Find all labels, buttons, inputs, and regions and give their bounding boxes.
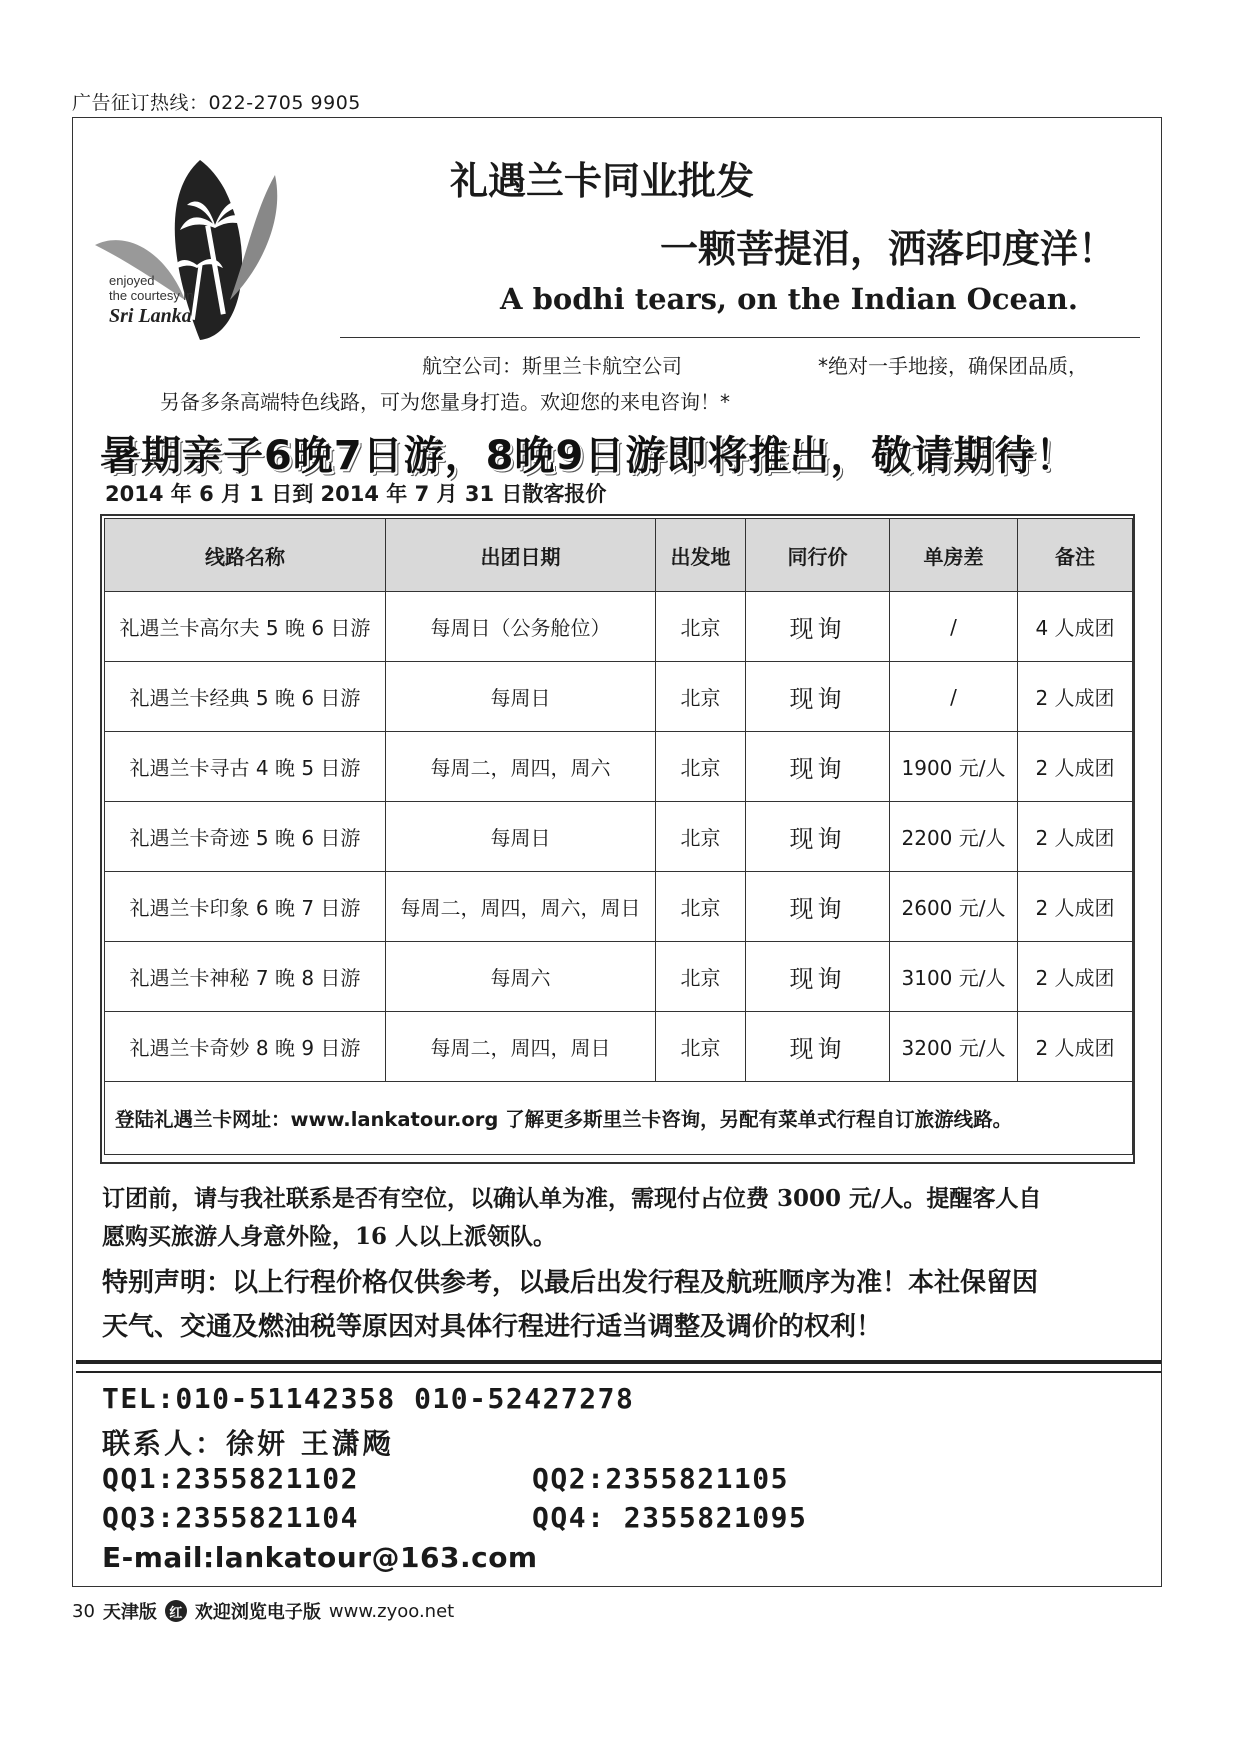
col-route-name: 线路名称 xyxy=(105,519,386,592)
remarks: 4 人成团 xyxy=(1018,592,1133,662)
page-number: 30 xyxy=(72,1600,95,1622)
table-row xyxy=(105,1012,1133,1082)
email-address: E-mail:lankatour@163.com xyxy=(102,1541,538,1574)
col-single-supplement: 单房差 xyxy=(890,519,1018,592)
departure-date: 每周日 xyxy=(386,802,656,872)
logo-text-courtesy: the courtesy in xyxy=(109,288,194,303)
single-supplement: 3200 元/人 xyxy=(890,1012,1018,1082)
remarks: 2 人成团 xyxy=(1018,732,1133,802)
page-footer xyxy=(72,1598,454,1624)
single-supplement: / xyxy=(890,662,1018,732)
qq-1: QQ1:2355821102 xyxy=(102,1462,360,1495)
remarks: 2 人成团 xyxy=(1018,872,1133,942)
trade-price: 现询 xyxy=(746,732,890,802)
trade-price: 现询 xyxy=(746,1012,890,1082)
col-remarks: 备注 xyxy=(1018,519,1133,592)
custom-lines-note: 另备多条高端特色线路，可为您量身打造。欢迎您的来电咨询！* xyxy=(160,390,730,414)
trade-price: 现询 xyxy=(746,592,890,662)
declaration-line2: 天气、交通及燃油税等原因对具体行程进行适当调整及调价的权利！ xyxy=(102,1312,883,1342)
remarks: 2 人成团 xyxy=(1018,802,1133,872)
sri-lanka-logo xyxy=(95,150,325,360)
departure-city: 北京 xyxy=(656,592,746,662)
ad-hotline: 广告征订热线：022-2705 9905 xyxy=(72,92,361,114)
airline-info: 航空公司：斯里兰卡航空公司 xyxy=(422,354,682,378)
table-footer-row xyxy=(105,1082,1133,1155)
single-supplement: 2600 元/人 xyxy=(890,872,1018,942)
departure-date: 每周二，周四，周日 xyxy=(386,1012,656,1082)
booking-note-line1: 订团前，请与我社联系是否有空位，以确认单为准，需现付占位费 3000 元/人。提醒客人自 xyxy=(102,1185,1042,1212)
contact-divider-thick xyxy=(76,1360,1161,1364)
table-row xyxy=(105,732,1133,802)
table-header-row xyxy=(105,519,1133,592)
departure-city: 北京 xyxy=(656,732,746,802)
remarks: 2 人成团 xyxy=(1018,942,1133,1012)
single-supplement: 1900 元/人 xyxy=(890,732,1018,802)
route-name: 礼遇兰卡高尔夫 5 晚 6 日游 xyxy=(105,592,386,662)
route-name: 礼遇兰卡寻古 4 晚 5 日游 xyxy=(105,732,386,802)
departure-city: 北京 xyxy=(656,662,746,732)
departure-date: 每周二，周四，周六，周日 xyxy=(386,872,656,942)
welcome-text: 欢迎浏览电子版 xyxy=(194,1602,321,1623)
departure-city: 北京 xyxy=(656,802,746,872)
col-trade-price: 同行价 xyxy=(746,519,890,592)
ad-title: 礼遇兰卡同业批发 xyxy=(450,158,755,203)
edition-label: 天津版 xyxy=(102,1602,157,1623)
contact-divider-thin xyxy=(76,1371,1161,1373)
table-row xyxy=(105,802,1133,872)
hong-badge-icon: 红 xyxy=(165,1600,187,1622)
departure-date: 每周日（公务舱位） xyxy=(386,592,656,662)
telephone: TEL:010-51142358 010-52427278 xyxy=(102,1382,635,1415)
remarks: 2 人成团 xyxy=(1018,662,1133,732)
table-row xyxy=(105,592,1133,662)
trade-price: 现询 xyxy=(746,872,890,942)
logo-text-srilanka: Sri Lanka xyxy=(109,305,192,327)
header-divider xyxy=(340,337,1140,338)
route-name: 礼遇兰卡神秘 7 晚 8 日游 xyxy=(105,942,386,1012)
contact-persons: 联系人：徐妍 王潇飏 xyxy=(102,1427,394,1460)
qq-4: QQ4: 2355821095 xyxy=(532,1501,808,1534)
route-name: 礼遇兰卡奇妙 8 晚 9 日游 xyxy=(105,1012,386,1082)
departure-city: 北京 xyxy=(656,942,746,1012)
slogan-english: A bodhi tears, on the Indian Ocean. xyxy=(500,282,1078,316)
departure-city: 北京 xyxy=(656,1012,746,1082)
quality-note: *绝对一手地接，确保团品质， xyxy=(818,354,1088,378)
qq-2: QQ2:2355821105 xyxy=(532,1462,790,1495)
route-name: 礼遇兰卡奇迹 5 晚 6 日游 xyxy=(105,802,386,872)
trade-price: 现询 xyxy=(746,942,890,1012)
departure-date: 每周六 xyxy=(386,942,656,1012)
footer-site-link[interactable]: www.zyoo.net xyxy=(328,1600,455,1622)
remarks: 2 人成团 xyxy=(1018,1012,1133,1082)
slogan-chinese: 一颗菩提泪，洒落印度洋！ xyxy=(660,226,1117,271)
col-departure-date: 出团日期 xyxy=(386,519,656,592)
departure-city: 北京 xyxy=(656,872,746,942)
website-note: 登陆礼遇兰卡网址：www.lankatour.org 了解更多斯里兰卡咨询，另配有菜单式行程自订旅游线路。 xyxy=(105,1082,1133,1155)
route-name: 礼遇兰卡经典 5 晚 6 日游 xyxy=(105,662,386,732)
price-table xyxy=(104,518,1133,1155)
table-row xyxy=(105,872,1133,942)
col-departure-city: 出发地 xyxy=(656,519,746,592)
declaration-line1: 特别声明：以上行程价格仅供参考，以最后出发行程及航班顺序为准！本社保留因 xyxy=(102,1268,1039,1298)
table-row xyxy=(105,662,1133,732)
table-row xyxy=(105,942,1133,1012)
single-supplement: 2200 元/人 xyxy=(890,802,1018,872)
quote-period: 2014 年 6 月 1 日到 2014 年 7 月 31 日散客报价 xyxy=(105,482,607,506)
summer-promo-banner: 暑期亲子6晚7日游，8晚9日游即将推出，敬请期待！ xyxy=(100,433,1077,479)
qq-3: QQ3:2355821104 xyxy=(102,1501,360,1534)
trade-price: 现询 xyxy=(746,802,890,872)
trade-price: 现询 xyxy=(746,662,890,732)
booking-note-line2: 愿购买旅游人身意外险，16 人以上派领队。 xyxy=(102,1223,557,1250)
single-supplement: 3100 元/人 xyxy=(890,942,1018,1012)
route-name: 礼遇兰卡印象 6 晚 7 日游 xyxy=(105,872,386,942)
single-supplement: / xyxy=(890,592,1018,662)
departure-date: 每周二，周四，周六 xyxy=(386,732,656,802)
logo-text-enjoyed: enjoyed xyxy=(109,273,155,288)
departure-date: 每周日 xyxy=(386,662,656,732)
